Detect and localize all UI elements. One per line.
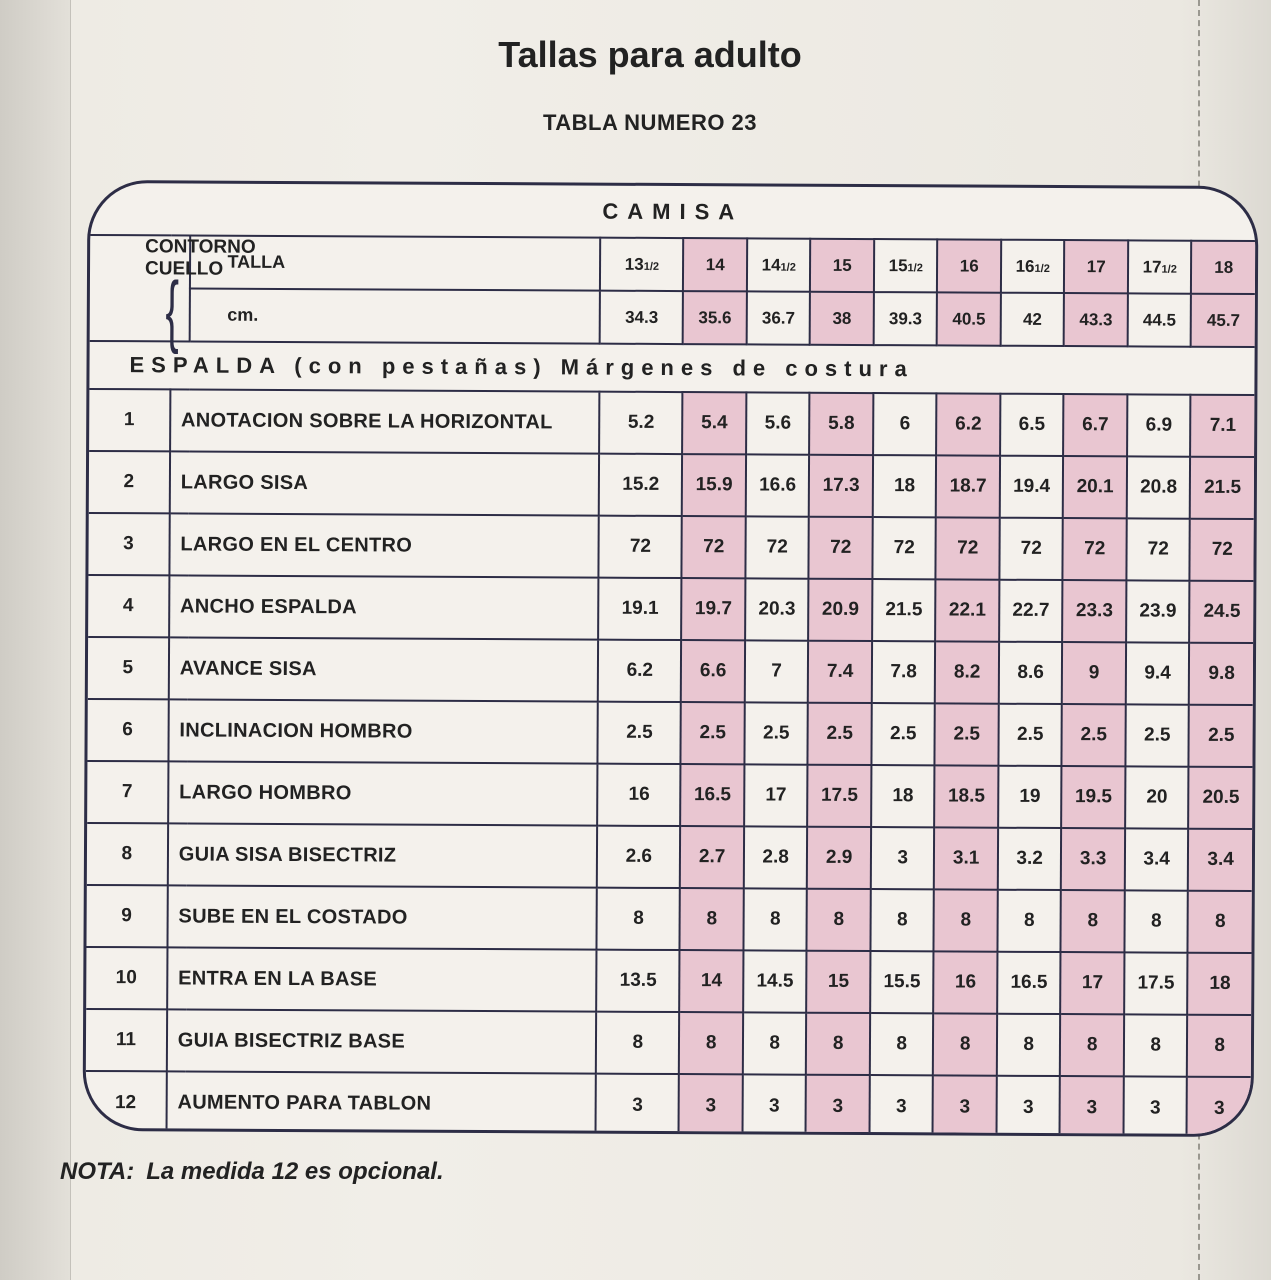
neck-size-value: 14 [705,254,725,274]
measure-value: 20.9 [809,579,873,641]
measure-label: ANOTACION SOBRE LA HORIZONTAL [170,389,600,453]
footnote [60,1158,456,1186]
measure-value: 19.5 [1062,766,1126,828]
neck-cm-cell: 36.7 [747,291,811,344]
measure-value: 8 [1188,891,1252,953]
measure-value: 8 [743,1012,807,1074]
measure-value: 3 [1123,1076,1187,1137]
size-table [86,183,1256,1137]
measure-value: 3 [996,1076,1060,1137]
measure-value: 72 [1190,519,1254,581]
measure-value: 16 [934,951,998,1013]
measure-value: 8 [1060,1014,1124,1076]
neck-size-fraction: 1/2 [1034,262,1050,275]
measure-number: 9 [86,885,167,947]
measure-value: 14.5 [743,950,807,1012]
measure-number: 6 [87,699,168,761]
measure-value: 6.5 [1000,394,1064,456]
measure-value: 17.5 [808,765,872,827]
table-number: TABLA NUMERO 23 [542,110,758,135]
measure-value: 17 [1061,952,1125,1014]
measure-row [86,885,1251,953]
measure-value: 19 [998,766,1062,828]
brace-icon: { [165,265,180,355]
measure-label: SUBE EN EL COSTADO [167,885,597,949]
book-spine [0,0,71,1280]
measure-value: 8 [1061,890,1125,952]
measure-value: 8 [806,1013,870,1075]
measure-value: 3 [742,1074,806,1136]
measure-value: 8 [933,1013,997,1075]
measure-value: 6.2 [598,640,681,702]
measure-value: 9 [1062,642,1126,704]
measure-row [89,451,1254,519]
measure-label: LARGO SISA [170,451,600,515]
measure-value: 3 [869,1075,933,1137]
measure-value: 8.2 [935,641,999,703]
measure-value: 5.4 [683,392,747,454]
measure-value: 19.4 [1000,456,1064,518]
measure-value: 7 [745,640,809,702]
neck-size-cell [1128,240,1192,293]
measure-value: 8 [870,889,934,951]
measure-row [86,1071,1251,1137]
measure-number: 7 [87,761,168,823]
measure-value: 72 [599,516,682,578]
measure-label: AUMENTO PARA TABLON [166,1071,596,1135]
measure-number: 10 [86,947,167,1009]
neck-size-cell [683,238,747,291]
measure-value: 8 [596,1012,679,1074]
measure-value: 22.1 [936,579,1000,641]
measure-value: 16.5 [997,952,1061,1014]
neck-size-fraction: 1/2 [643,260,660,273]
measure-value: 18.5 [935,765,999,827]
measure-value: 17 [744,764,808,826]
neck-size-value: 16 [1015,256,1035,276]
measure-value: 5.2 [599,392,682,454]
measure-value: 3 [871,827,935,889]
measure-value: 18 [1188,953,1252,1015]
size-table-body [86,183,1256,1137]
neck-size-cell [1001,240,1065,293]
measure-value: 3.2 [998,828,1062,890]
measure-value: 20.3 [745,578,809,640]
neck-size-cell [1191,241,1255,294]
measure-value: 2.9 [807,827,871,889]
measure-value: 72 [809,517,873,579]
measure-row [88,575,1253,643]
measure-value: 23.9 [1126,580,1190,642]
cm-label: cm. [190,288,600,343]
measure-number: 11 [86,1009,167,1071]
measure-value: 2.5 [681,702,745,764]
measure-value: 9.8 [1189,643,1253,705]
cm-row [90,288,1255,347]
neck-size-fraction: 1/2 [780,261,796,274]
measure-label: LARGO EN EL CENTRO [169,513,599,577]
neck-cm-cell: 39.3 [874,292,938,345]
measure-value: 2.7 [680,826,744,888]
measure-value: 72 [872,517,936,579]
measure-value: 22.7 [999,580,1063,642]
neck-cm-cell: 43.3 [1064,293,1128,346]
measure-value: 8 [597,888,680,950]
measure-value: 7.1 [1191,395,1255,457]
measure-number: 3 [88,513,169,575]
neck-size-value: 13 [624,254,644,274]
neck-size-fraction: 1/2 [907,261,923,274]
neck-size-cell [600,238,683,291]
measure-value: 17.3 [809,455,873,517]
measure-value: 2.6 [597,826,680,888]
neck-size-cell [937,239,1001,292]
measure-value: 6.9 [1127,394,1191,456]
measure-value: 8 [1187,1015,1251,1077]
measure-value: 3 [679,1074,743,1136]
neck-cm-cell: 35.6 [683,291,747,344]
measure-value: 7.8 [872,641,936,703]
measure-value: 15.9 [682,454,746,516]
neck-size-cell [1064,240,1128,293]
neck-cm-cell: 45.7 [1191,294,1255,347]
measure-value: 72 [936,517,1000,579]
measure-value: 2.8 [744,826,808,888]
neck-cm-cell: 38 [810,292,874,345]
footnote-prefix: NOTA: [60,1158,135,1185]
measure-row [87,761,1252,829]
measure-value: 23.3 [1063,580,1127,642]
measure-value: 2.5 [1189,705,1253,767]
measure-value: 6 [873,393,937,455]
measure-value: 2.5 [935,703,999,765]
measure-value: 16.6 [746,454,810,516]
talla-row [90,235,1255,294]
measure-value: 8 [680,888,744,950]
measure-value: 21.5 [872,579,936,641]
measure-value: 15 [807,951,871,1013]
measure-value: 3.4 [1125,828,1189,890]
measure-value: 6.2 [937,393,1001,455]
measure-label: INCLINACION HOMBRO [168,699,598,763]
neck-size-value: 16 [959,256,979,276]
measure-value: 2.5 [744,702,808,764]
measure-value: 8 [1124,890,1188,952]
measure-value: 18 [871,765,935,827]
measure-value: 2.5 [998,704,1062,766]
measure-value: 8 [743,888,807,950]
measure-value: 3.3 [1061,828,1125,890]
measure-value: 3 [806,1075,870,1137]
measure-value: 8 [870,1013,934,1075]
section-camisa: CAMISA [90,183,1255,241]
measure-value: 8.6 [999,642,1063,704]
neck-cm-cell: 40.5 [937,292,1001,345]
measure-value: 19.1 [598,578,681,640]
neck-size-value: 15 [832,255,852,275]
measure-value: 3.4 [1188,829,1252,891]
measure-row [86,1009,1251,1077]
talla-label: TALLA [190,235,600,290]
measure-value: 8 [997,890,1061,952]
measure-value: 20 [1125,766,1189,828]
measure-value: 2.5 [808,703,872,765]
measure-value: 15.2 [599,454,682,516]
measure-value: 18.7 [936,455,1000,517]
measure-value: 16 [597,764,680,826]
measure-value: 8 [1124,1014,1188,1076]
measure-value: 19.7 [682,578,746,640]
measure-value: 3 [1060,1076,1124,1137]
measure-label: ANCHO ESPALDA [169,575,599,639]
neck-size-value: 15 [888,255,908,275]
measure-value: 7.4 [808,641,872,703]
measure-number: 12 [86,1071,167,1133]
neck-label: CONTORNO CUELLO [144,236,256,280]
size-table-frame [83,180,1259,1137]
measure-label: GUIA SISA BISECTRIZ [168,823,598,887]
measure-number: 4 [88,575,169,637]
neck-size-fraction: 1/2 [1161,263,1177,276]
measure-value: 72 [1126,518,1190,580]
measure-value: 72 [682,516,746,578]
neck-size-cell [810,239,874,292]
measure-label: LARGO HOMBRO [168,761,598,825]
neck-size-value: 18 [1214,257,1234,277]
measure-value: 13.5 [596,950,679,1012]
measure-value: 9.4 [1126,642,1190,704]
measure-label: GUIA BISECTRIZ BASE [167,1009,597,1073]
measure-value: 20.8 [1127,456,1191,518]
measure-value: 3.1 [934,827,998,889]
measure-row [89,389,1254,457]
measure-value: 5.8 [810,393,874,455]
measure-value: 3 [1187,1077,1251,1137]
measure-number: 1 [89,389,170,451]
neck-size-value: 17 [1142,256,1162,277]
measure-value: 2.5 [1062,704,1126,766]
measure-row [88,513,1253,581]
measure-value: 8 [997,1014,1061,1076]
measure-value: 8 [807,889,871,951]
measure-value: 8 [679,1012,743,1074]
neck-size-value: 17 [1086,256,1106,276]
measure-value: 16.5 [681,764,745,826]
measure-value: 72 [999,518,1063,580]
measure-value: 5.6 [746,392,810,454]
measure-value: 8 [934,889,998,951]
measure-number: 5 [88,637,169,699]
camisa-header-row [90,183,1255,241]
section-espalda: ESPALDA (con pestañas) Márgenes de costura [89,341,1254,395]
neck-cm-cell: 34.3 [600,291,683,344]
measure-label: AVANCE SISA [169,637,599,701]
measure-value: 15.5 [870,951,934,1013]
measure-row [87,823,1252,891]
footnote-text: La medida 12 es opcional. [146,1158,444,1185]
measure-value: 14 [680,950,744,1012]
measure-value: 17.5 [1124,952,1188,1014]
measure-label: ENTRA EN LA BASE [167,947,597,1011]
page-title: Tallas para adulto [498,34,802,75]
measure-value: 3 [596,1074,679,1136]
neck-cm-cell: 42 [1001,293,1065,346]
measure-value: 2.5 [598,702,681,764]
measure-value: 6.7 [1064,394,1128,456]
measure-value: 6.6 [681,640,745,702]
neck-size-cell [747,238,811,291]
measure-value: 20.5 [1189,767,1253,829]
measure-value: 21.5 [1190,457,1254,519]
measure-value: 2.5 [871,703,935,765]
measure-value: 24.5 [1190,581,1254,643]
measure-row [88,637,1253,705]
measure-value: 20.1 [1063,456,1127,518]
measure-value: 72 [1063,518,1127,580]
measure-row [86,947,1251,1015]
measure-value: 2.5 [1125,704,1189,766]
measure-number: 8 [87,823,168,885]
neck-size-value: 14 [761,254,781,275]
espalda-header-row [89,341,1254,395]
measure-row [87,699,1252,767]
measure-value: 18 [873,455,937,517]
neck-size-cell [874,239,938,292]
measure-value: 3 [933,1075,997,1137]
measure-number: 2 [89,451,170,513]
measure-value: 72 [745,516,809,578]
neck-cm-cell: 44.5 [1128,293,1192,346]
